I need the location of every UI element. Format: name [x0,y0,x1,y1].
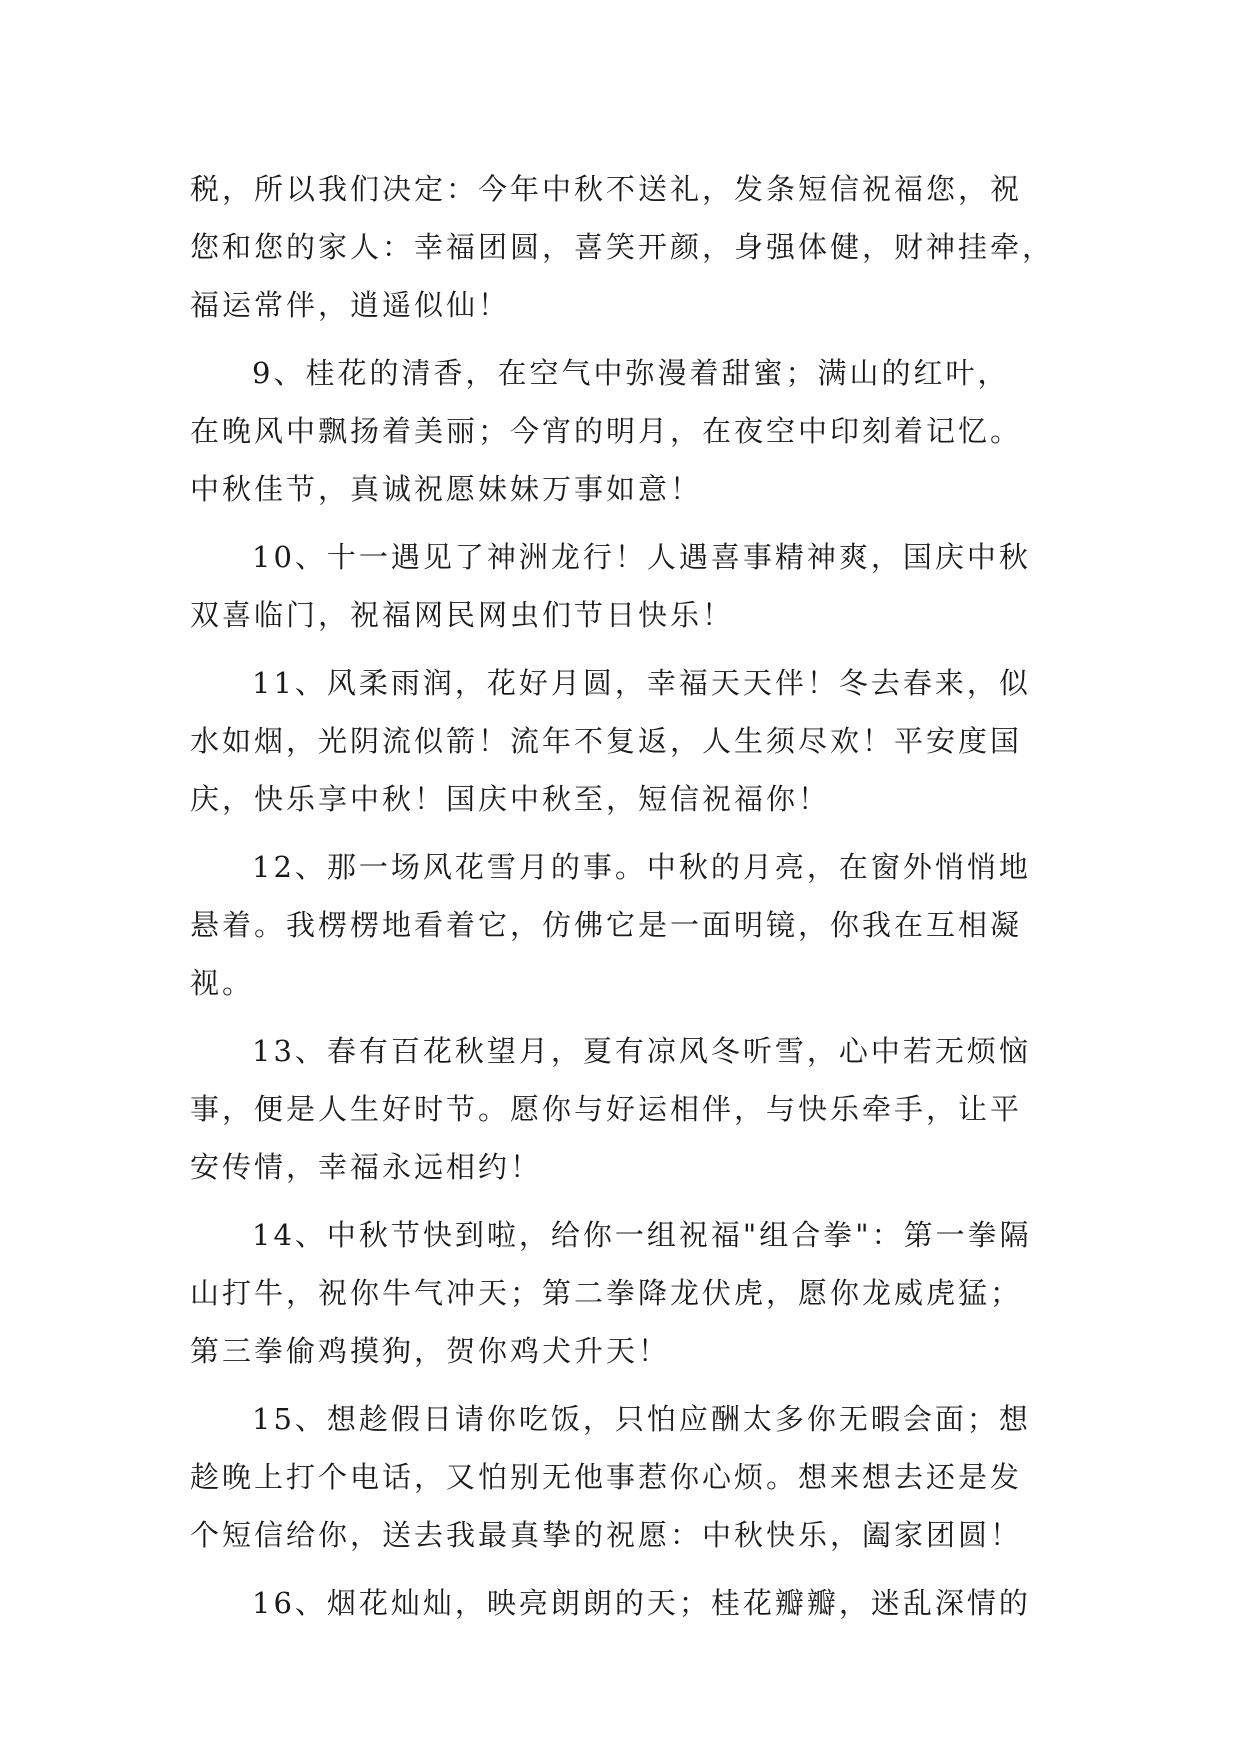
paragraph-16 [190,1574,1070,1632]
text-line: 双喜临门，祝福网民网虫们节日快乐！ [190,598,735,632]
text-line: 山打牛，祝你牛气冲天；第二拳降龙伏虎，愿你龙威虎猛； [190,1276,1023,1310]
text-line: 安传情，幸福永远相约！ [190,1150,543,1184]
text-line: 11、风柔雨润，花好月圆，幸福天天伴！冬去春来，似 [252,666,1031,700]
text-line: 庆，快乐享中秋！国庆中秋至，短信祝福你！ [190,782,831,816]
text-line: 第三拳偷鸡摸狗，贺你鸡犬升天！ [190,1334,671,1368]
text-line: 事，便是人生好时节。愿你与好运相伴，与快乐牵手，让平 [190,1092,1023,1126]
paragraph-11 [190,654,1070,828]
paragraph-14 [190,1206,1070,1380]
text-line: 中秋佳节，真诚祝愿妹妹万事如意！ [190,472,703,506]
text-line: 水如烟，光阴流似箭！流年不复返，人生须尽欢！平安度国 [190,724,1023,758]
text-line: 12、那一场风花雪月的事。中秋的月亮，在窗外悄悄地 [252,850,1031,884]
text-line: 悬着。我楞楞地看着它，仿佛它是一面明镜，你我在互相凝 [190,908,1023,942]
paragraph-13 [190,1022,1070,1196]
paragraph-15 [190,1390,1070,1564]
paragraph-12 [190,838,1070,1012]
text-line: 您和您的家人：幸福团圆，喜笑开颜，身强体健，财神挂牵， [190,230,1055,264]
paragraph-9 [190,344,1070,518]
text-line: 9、桂花的清香，在空气中弥漫着甜蜜；满山的红叶， [252,356,1010,390]
text-line: 个短信给你，送去我最真挚的祝愿：中秋快乐，阖家团圆！ [190,1518,1023,1552]
body-text [190,160,1070,1632]
text-line: 10、十一遇见了神洲龙行！人遇喜事精神爽，国庆中秋 [252,540,1031,574]
text-line: 16、烟花灿灿，映亮朗朗的天；桂花瓣瓣，迷乱深情的 [252,1586,1031,1620]
text-line: 趁晚上打个电话，又怕别无他事惹你心烦。想来想去还是发 [190,1460,1023,1494]
text-line: 在晚风中飘扬着美丽；今宵的明月，在夜空中印刻着记忆。 [190,414,1023,448]
text-line: 15、想趁假日请你吃饭，只怕应酬太多你无暇会面；想 [252,1402,1031,1436]
text-line: 福运常伴，逍遥似仙！ [190,288,511,322]
paragraph-continued [190,160,1070,334]
text-line: 视。 [190,966,255,1000]
text-line: 14、中秋节快到啦，给你一组祝福"组合拳"：第一拳隔 [252,1218,1032,1252]
paragraph-10 [190,528,1070,644]
text-line: 13、春有百花秋望月，夏有凉风冬听雪，心中若无烦恼 [252,1034,1031,1068]
text-line: 税，所以我们决定：今年中秋不送礼，发条短信祝福您，祝 [190,172,1023,206]
